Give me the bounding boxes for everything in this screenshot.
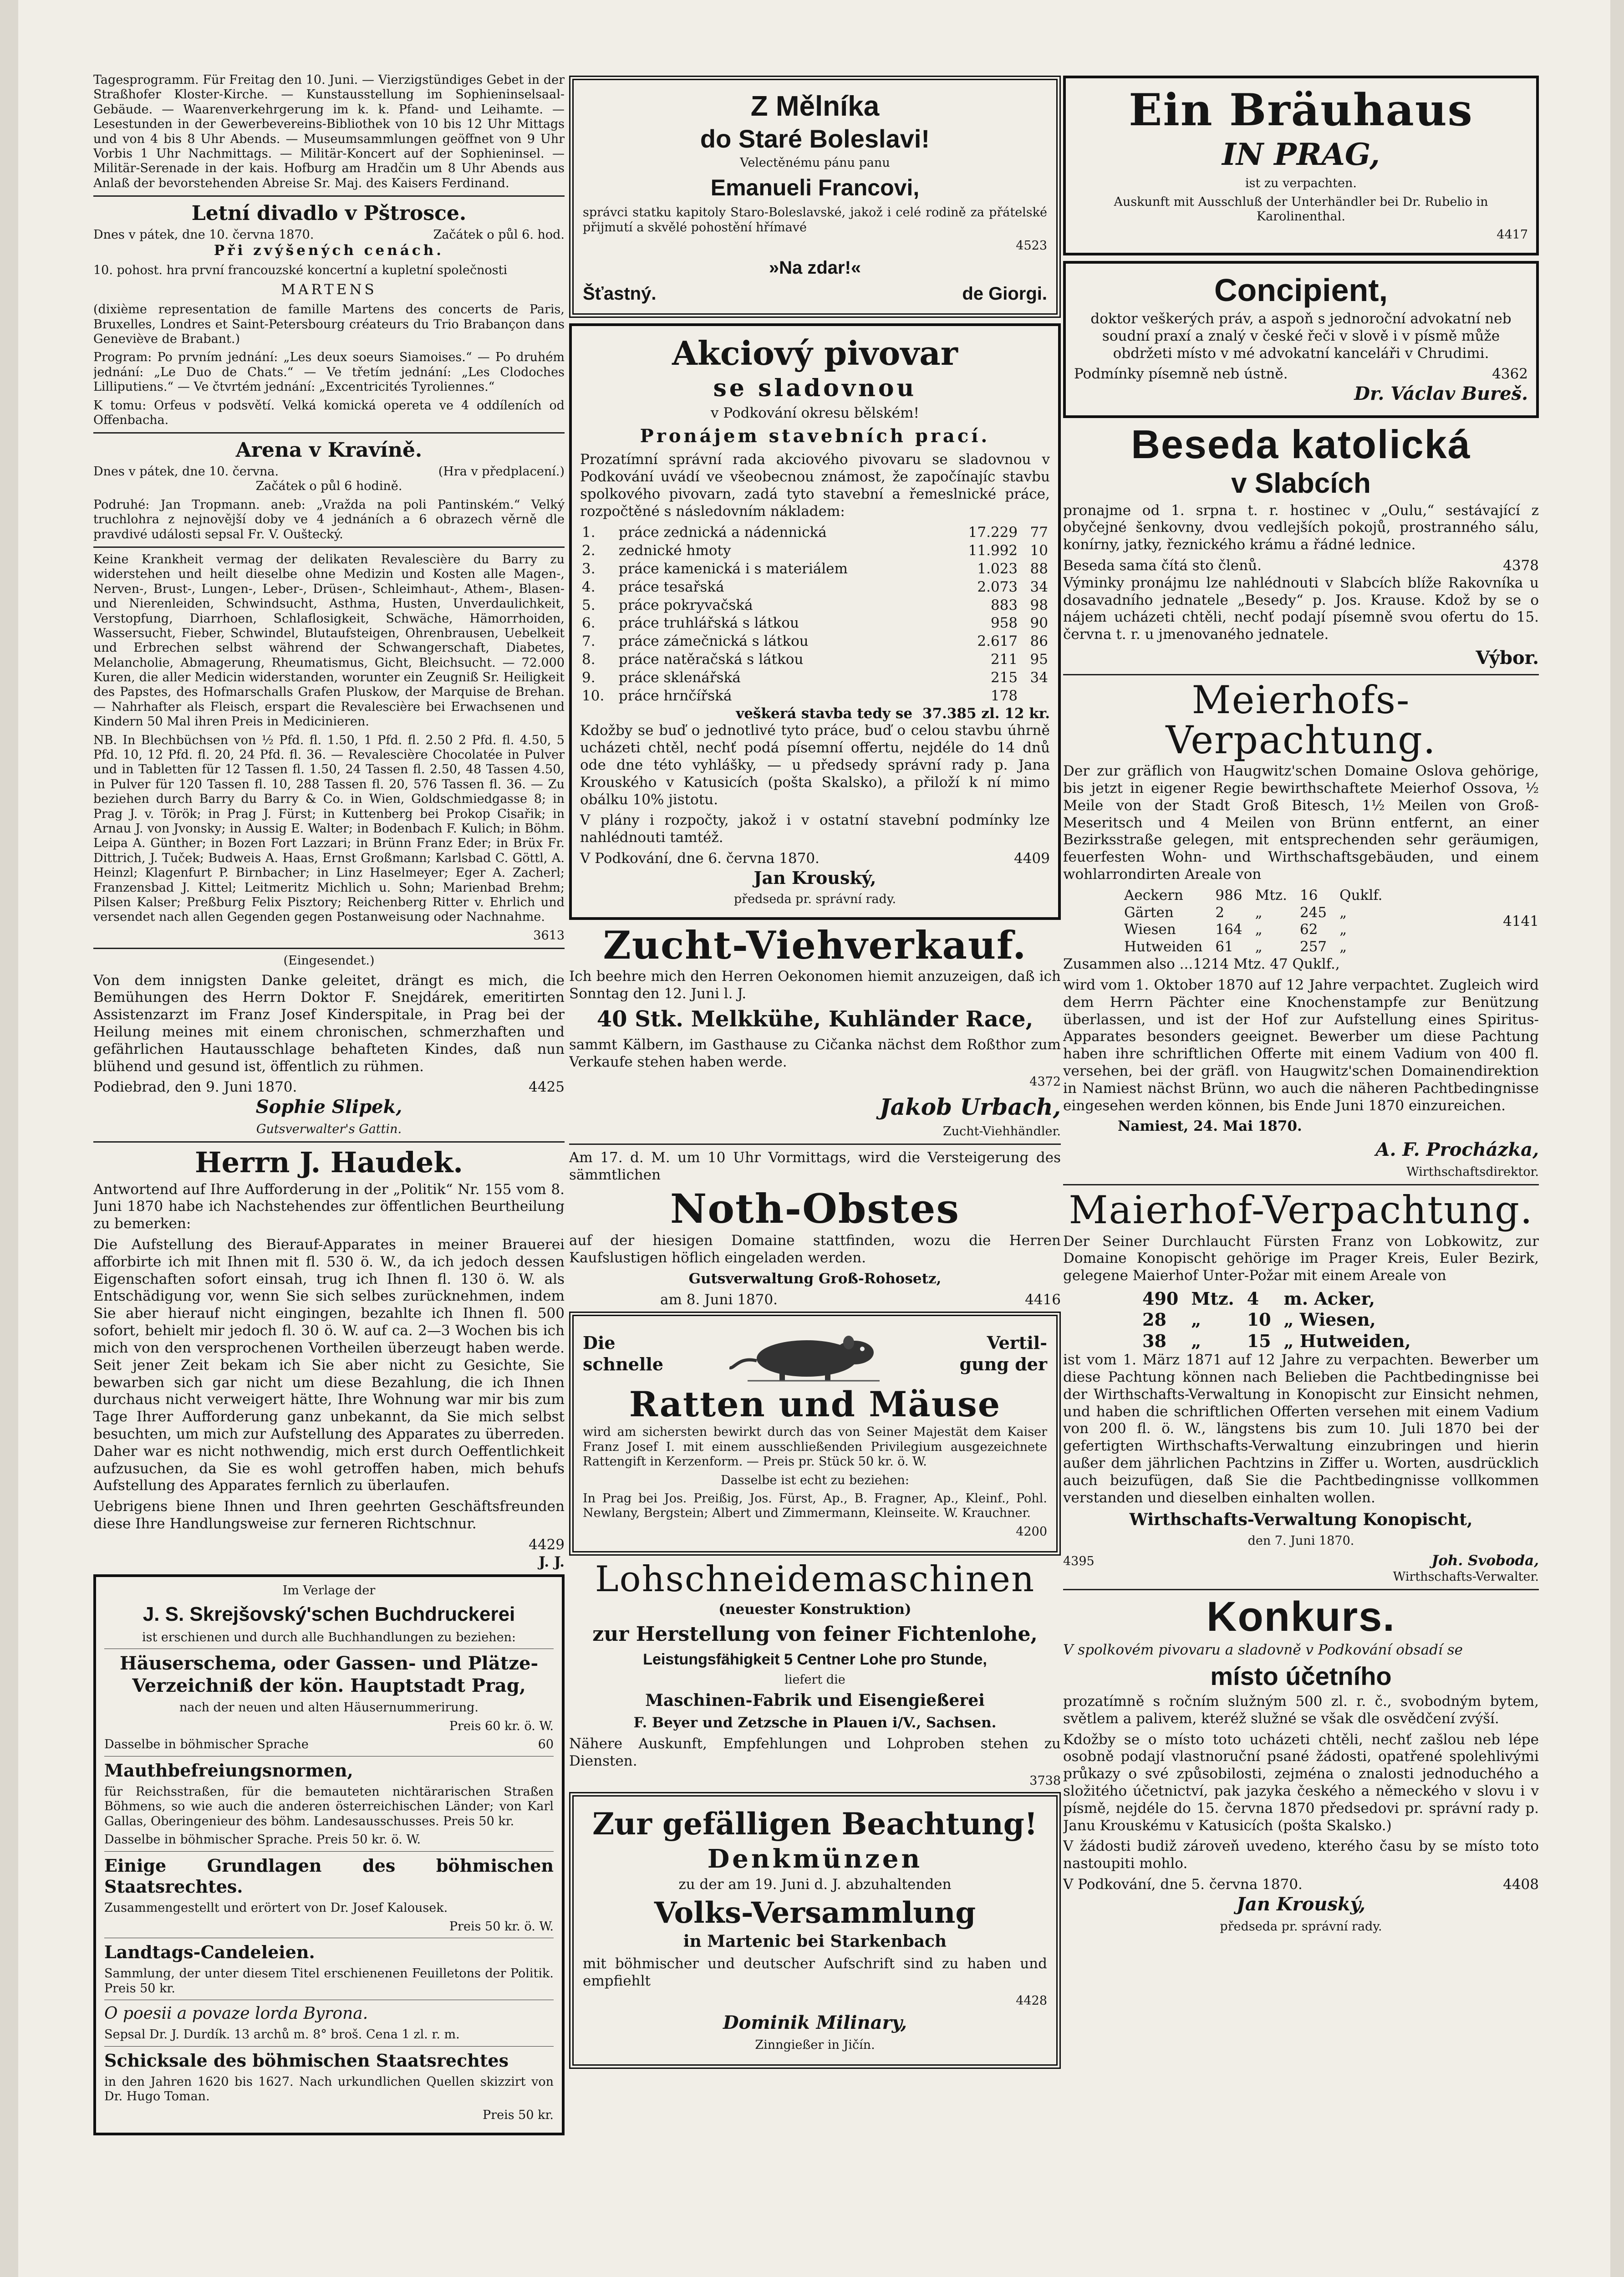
book1-price: Preis 60 kr. ö. W.: [449, 1719, 554, 1733]
melnik-name: Emanueli Francovi,: [710, 175, 920, 201]
work-number: 10.: [582, 687, 605, 704]
brauhaus-place: IN PRAG,: [1222, 136, 1380, 172]
divadlo-start: Začátek o půl 6. hod.: [433, 227, 565, 242]
revalesciere-nb: NB. In Blechbüchsen von ½ Pfd. fl. 1.50, 1 Pfd. fl. 2.50 2 Pfd. fl. 4.50, 5 Pfd. 10, 12 Pfd. fl. 20, 24 Pfd. fl. 36. — Revalescière Chocolatée in Pulver und in Tabletten für 12 Tassen fl. 1.50, 24 Tassen fl. 2.50, 48 Tassen 4.50, in Pulver für 120 Tassen fl. 10, 288 Tassen fl. 20, 576 Tassen fl. 36. — Zu beziehen durch Barry du Barry & Co. in Wien, Goldschmiedgasse 8; in Prag J. v. Török; in Prag J. Fürst; in Kuttenberg bei Prokop Cisařik; in Arnau J. von Jvonsky; in Aussig E. Walter; in Bodenbach F. Kulich; in Böhm. Leipa A. Günther; in Bozen Fort Lazzari; in Brünn Franz Eder; in Brüx Fr. Dittrich, J. Tuček; Budweis A. Haas, Ernst Großmann; Karlsbad C. Göttl, A. Heinzl; Klagenfurt P. Birnbacher; in Linz Haselmeyer; Eger A. Zacherl; Franzensbad J. Kittel; Leitmeritz Michlich u. Sohn; Marienbad Brehm; Pilsen Kalser; Preßburg Felix Pisztory; Reichenberg Ritter v. Ehrlich und versendet nach allen Gegenden gegen Postanweisung oder Nachnahme.: [93, 733, 565, 924]
beachtung-title: Zur gefälligen Beachtung!: [592, 1806, 1038, 1842]
divider: [1063, 1184, 1539, 1185]
table-row: [580, 669, 1050, 687]
land1-u1: Mtz.: [1255, 887, 1287, 904]
skrejsovsky-title: J. S. Skrejšovský'schen Buchdruckerei: [143, 1603, 515, 1625]
land1-row: [1063, 887, 1539, 956]
table-row: [1136, 1331, 1417, 1352]
work-label: práce sklenářská: [618, 669, 741, 686]
divadlo-date-row: [93, 228, 565, 242]
work-kr: [1019, 687, 1050, 705]
land1-u2: „: [1339, 904, 1347, 921]
concipient-text: doktor veškerých práv, a aspoň s jednoroční advokatní neb soudní praxí a znalý v české řeči v slově i v písmě může obdržeti místo v mé advokatní kanceláři v Chrudimi.: [1090, 310, 1512, 362]
book5-title: O poesii a povaze lorda Byrona.: [104, 2004, 368, 2023]
land2-a: 490: [1142, 1288, 1179, 1309]
divadlo-title: Letní divadlo v Pštrosce.: [191, 202, 467, 225]
land2-table: [1136, 1288, 1417, 1352]
land2-u1: Mtz.: [1191, 1288, 1234, 1309]
book6-text: in den Jahren 1620 bis 1627. Nach urkundlichen Quellen skizzirt von Dr. Hugo Toman.: [104, 2074, 554, 2104]
pivovar-ad: [569, 323, 1061, 920]
concipient-number: 4362: [1492, 366, 1528, 383]
work-label: práce zámečnická s látkou: [618, 633, 809, 650]
work-number: 2.: [582, 542, 596, 559]
meierhof2-title: Maierhof-Verpachtung.: [1069, 1188, 1533, 1233]
book2-cz: Dasselbe in böhmischer Sprache. Preis 50 kr. ö. W.: [104, 1833, 421, 1847]
work-fl: 2.073: [977, 578, 1018, 595]
land1-a: 164: [1215, 921, 1242, 938]
brauhaus-text: Auskunft mit Ausschluß der Unterhändler bei Dr. Rubelio in Karolinenthal.: [1114, 194, 1488, 224]
land1-b: 257: [1299, 939, 1327, 955]
book2-title: Mauthbefreiungsnormen,: [104, 1760, 353, 1781]
meierhof2-name: Joh. Svoboda,: [1431, 1552, 1539, 1569]
lohe-text-4: Nähere Auskunft, Empfehlungen und Lohproben stehen zu Diensten.: [569, 1736, 1061, 1769]
beachtung-big: Volks-Versammlung: [654, 1895, 976, 1930]
obst-date: am 8. Juni 1870.: [660, 1291, 778, 1308]
book1-cz: Dasselbe in böhmischer Sprache: [104, 1737, 309, 1752]
book4-text: Sammlung, der unter diesem Titel erschienenen Feuilletons der Politik. Preis 50 kr.: [104, 1966, 554, 1996]
pivovar-place: v Podkování okresu bělském!: [711, 404, 919, 421]
book1-sub: nach der neuen und alten Häusernummerirung.: [179, 1700, 479, 1715]
book1-cz-price: 60: [538, 1737, 554, 1752]
beseda-place: v Slabcích: [1231, 468, 1371, 500]
table-row: [580, 614, 1050, 633]
melnik-text: správci statku kapitoly Staro-Boleslavské, jakož i celé rodině za přátelské přijmutí a skvělé pohostění hřímavé: [583, 205, 1047, 235]
konkurs-date: V Podkování, dne 5. června 1870.: [1063, 1876, 1303, 1893]
work-kr: 95: [1030, 651, 1048, 668]
land1-a: 986: [1215, 887, 1242, 904]
obst-text-2: auf der hiesigen Domaine stattfinden, wozu die Herren Kaufslustigen höflich eingeladen werden.: [569, 1232, 1061, 1266]
pivovar-signature: Jan Krouský,: [753, 867, 876, 888]
ratten-buy: Dasselbe ist echt zu beziehen:: [721, 1473, 909, 1487]
work-kr: 98: [1030, 597, 1048, 613]
land1-label: Hutweiden: [1124, 939, 1203, 955]
divadlo-text: 10. pohost. hra první francouzské koncertní a kupletní společnosti: [93, 263, 508, 277]
work-number: 5.: [582, 597, 596, 613]
ratten-header-row: [583, 1324, 1047, 1384]
ratten-text: wird am sichersten bewirkt durch das von Seiner Majestät dem Kaiser Franz Josef I. mit einem ausschließenden Privilegium ausgezeichnete Rattengift in Kerzenform. — Preis pr. Stück 50 kr. ö. W.: [583, 1425, 1047, 1469]
work-label: práce pokryvačská: [618, 597, 753, 613]
meierhof2-role: Wirthschafts-Verwalter.: [1393, 1569, 1539, 1584]
work-number: 1.: [582, 524, 596, 541]
obst-signature: Gutsverwaltung Groß-Rohosetz,: [688, 1271, 942, 1287]
ratten-title: Ratten und Mäuse: [629, 1384, 1001, 1424]
land1-u1: „: [1255, 939, 1263, 955]
land1-b: 16: [1299, 887, 1318, 904]
melnik-title-1: Z Mělníka: [750, 91, 880, 122]
beseda-own-row: [1063, 557, 1539, 575]
ratten-where: In Prag bei Jos. Preißig, Jos. Fürst, Ap., B. Fragner, Ap., Kleinf., Pohl. Newlany, Bergstein; Albert und Zimmermann, Kleinseite. W. Krauchner.: [583, 1491, 1047, 1521]
table-row: [1136, 1288, 1417, 1309]
melnik-title-2: do Staré Boleslavi!: [700, 124, 930, 153]
table-row: [1118, 939, 1389, 956]
column-right: [1063, 73, 1539, 2277]
zucht-big: 40 Stk. Melkkühe, Kuhländer Race,: [596, 1006, 1033, 1032]
arena-text: Podruhé: Jan Tropmann. aneb: „Vražda na poli Pantinském.“ Velký truchlohra z nejnovější doby ve 4 jednáních a 6 obrazech věrně dle pravdivé události sepsal Fr. V. Ouštecký.: [93, 497, 565, 541]
book3-title: Einige Grundlagen des böhmischen Staatsrechtes.: [104, 1855, 554, 1897]
haudek-title: Herrn J. Haudek.: [195, 1146, 463, 1179]
beachtung-signature-role: Zinngießer in Jičín.: [755, 2037, 875, 2052]
divider: [569, 1144, 1061, 1145]
brauhaus-number: 4417: [1497, 228, 1528, 242]
melnik-sig-right: de Giorgi.: [962, 284, 1047, 304]
divadlo-end: K tomu: Orfeus v podsvětí. Velká komická opereta ve 4 oddíleních od Offenbacha.: [93, 398, 565, 427]
work-fl: 17.229: [968, 524, 1018, 541]
work-number: 3.: [582, 561, 596, 577]
meierhof2-text: Der Seiner Durchlaucht Fürsten Franz von Lobkowitz, zur Domaine Konopischt gehörige im Prager Kreis, Euler Bezirk, gelegene Maierhof Unter-Požar mit einem Areale von: [1063, 1233, 1539, 1284]
work-number: 6.: [582, 615, 596, 632]
meierhof2-signature: Wirthschafts-Verwaltung Konopischt,: [1129, 1510, 1473, 1530]
lohe-number: 3738: [1029, 1773, 1061, 1788]
zucht-number: 4372: [1029, 1074, 1061, 1089]
work-fl: 883: [990, 597, 1018, 613]
arena-start: Začátek o půl 6 hodině.: [255, 479, 402, 494]
dank-text: Von dem innigsten Danke geleitet, drängt es mich, die Bemühungen des Herrn Doktor F. Snejdárek, emeritirten Assistenzarzt im Franz Josef Kinderspitale, in Prag bei der Heilung meines mit einem chronischen, schmerzhaften und gefährlichen Hautausschlage behafteten Kindes, daß nun blühend und gesund ist, öffentlich zu rühmen.: [93, 972, 565, 1075]
haudek-text-1: Antwortend auf Ihre Aufforderung in der „Politik“ Nr. 155 vom 8. Juni 1870 habe ich Nachstehendes zur öffentlichen Beurtheilung zu bemerken:: [93, 1181, 565, 1232]
haudek-text-3: Uebrigens biene Ihnen und Ihren geehrten Geschäftsfreunden diese Ihre Handlungsweise zur ferneren Richtschnur.: [93, 1498, 565, 1532]
work-fl: 215: [990, 669, 1018, 686]
lohe-company-2: F. Beyer und Zetzsche in Plauen i/V., Sachsen.: [633, 1715, 997, 1731]
work-number: 8.: [582, 651, 596, 668]
pivovar-text: Prozatímní správní rada akciového pivovaru se sladovnou v Podkování uvádí ve všeobecnou známost, že započínajíc stavbu spolkového pivovarn, zadá tyto stavební a řemeslnické práce, rozpočtěné s následovním nákladem:: [580, 451, 1050, 520]
zucht-signature-role: Zucht-Viehhändler.: [943, 1124, 1061, 1138]
brauhaus-title: Ein Bräuhaus: [1129, 84, 1473, 136]
concipient-cond-row: [1074, 366, 1528, 383]
land1-number: 4141: [1503, 913, 1539, 929]
konkurs-text-2: Kdožby se o místo toto ucházeti chtěli, nechť zašlou neb lépe osobně podají vlastnoruční psané žádosti, opatřené spolehlivými průkazy o své způsobilosti, zejména o znalosti jednoduchého a složitého účetnictví, pak jazyka českého a německého v slovu i v písmě, nejdéle do 15. června 1870 předsedovi pr. správní rady p. Janu Krouskému v Katusicích (pošta Skalsko.): [1063, 1731, 1539, 1834]
tagesprogramm: Tagesprogramm. Für Freitag den 10. Juni. — Vierzigstündiges Gebet in der Straßhofer Kloster-Kirche. — Kunstausstellung im Sophieninselsaal-Gebäude. — Waarenverkehrgerung im k. k. Pfand- und Leihamte. — Lesestunden in der Gewerbevereins-Bibliothek von 10 bis 12 Uhr Mittags und von 4 bis 8 Uhr Abends. — Museumsammlungen geöffnet von 9 Uhr Vorbis 1 Uhr Nachmittags. — Militär-Koncert auf der Sophieninsel. — Militär-Serenade in der kais. Hofburg am Hradčin um 8 Uhr Abends aus Anlaß der bevorstehenden Abreise Sr. Maj. des Kaisers Ferdinand.: [93, 73, 565, 190]
land1-u1: „: [1255, 904, 1263, 921]
dank-signature-role: Gutsverwalter's Gattin.: [256, 1122, 402, 1136]
konkurs-text: prozatímně s ročním služným 500 zl. r. č., svobodným bytem, světlem a palivem, kteréž služné se však dle osvědčení zvýší.: [1063, 1693, 1539, 1727]
haudek-footer-row: [93, 1537, 565, 1554]
work-kr: 34: [1030, 578, 1048, 595]
konkurs-signature-role: předseda pr. správní rady.: [1220, 1919, 1382, 1934]
table-row: [580, 578, 1050, 597]
beseda-text: pronajme od 1. srpna t. r. hostinec v „Oulu,“ sestávající z obyčejné šenkovny, dvou vedlejších pokojů, prostranného sálu, konírny, jatky, řeznického krámu a řádné lednice.: [1063, 502, 1539, 553]
lohe-company: Maschinen-Fabrik und Eisengießerei: [645, 1691, 985, 1710]
work-label: zednické hmoty: [618, 542, 731, 559]
pivovar-cost-table: [580, 524, 1050, 705]
beachtung-number: 4428: [1016, 1993, 1047, 2008]
ratten-left-1: Die: [583, 1333, 616, 1353]
meierhof2-date: den 7. Juni 1870.: [1247, 1534, 1354, 1548]
pivovar-subtitle: se sladovnou: [713, 374, 917, 403]
meierhof1-signature-role: Wirthschaftsdirektor.: [1406, 1165, 1539, 1179]
lohe-text-3: liefert die: [784, 1673, 845, 1687]
konkurs-title: Konkurs.: [1207, 1593, 1395, 1640]
divider: [93, 432, 565, 434]
divider: [93, 948, 565, 949]
column-left: [93, 73, 565, 2277]
meierhof1-text: Der zur gräflich von Haugwitz'schen Domaine Oslova gehörige, bis jetzt in eigener Regie bewirthschaftete Meierhof Ossova, ½ Meile von der Stadt Groß Bitesch, 1½ Meilen von Groß-Meseritsch und 4 Meilen von Brünn entfernt, an einer Bezirksstraße gelegen, mit entsprechenden sehr geräumigen, feuerfesten Wohn- und Wirthschaftsgebäuden, und einem wohlarrondirten Areale von: [1063, 763, 1539, 883]
konkurs-date-row: [1063, 1876, 1539, 1894]
work-fl: 11.992: [968, 542, 1018, 559]
pivovar-text-3: V plány i rozpočty, jakož i v ostatní stavební podmínky lze nahlédnouti tamtéž.: [580, 812, 1050, 846]
meierhof1-total: Zusammen also ...1214 Mtz. 47 Quklf.,: [1063, 956, 1340, 973]
table-row: [580, 560, 1050, 578]
divider: [1063, 1589, 1539, 1590]
land2-a: 38: [1142, 1330, 1166, 1351]
ratten-number: 4200: [1016, 1524, 1047, 1539]
ratten-right-1: Vertil-: [987, 1333, 1047, 1353]
pivovar-total-value: 37.385 zl. 12 kr.: [922, 705, 1050, 722]
work-label: práce kamenická i s materiálem: [618, 561, 848, 577]
work-kr: 90: [1030, 615, 1048, 632]
pivovar-text-2: Kdožby se buď o jednotlivé tyto práce, buď o celou stavbu úhrně ucházeti chtěl, nechť podá písemní offertu, nejdéle do 14 dnů ode dne této vyhlášky, — u předsedy správní rady p. Jana Krouského v Katusicích (pošta Skalsko), a přiloží k ní mimo obálku 10% jistotu.: [580, 722, 1050, 808]
land2-b: 15: [1247, 1330, 1271, 1351]
dank-signature: Sophie Slipek,: [255, 1096, 402, 1118]
concipient-conditions: Podmínky písemně neb ústně.: [1074, 366, 1288, 383]
brauhaus-subtitle: ist zu verpachten.: [1245, 176, 1357, 191]
obst-number: 4416: [1025, 1291, 1061, 1308]
table-row: [1136, 1309, 1417, 1330]
book1-cz-row: [104, 1737, 554, 1752]
land2-u2: „ Hutweiden,: [1283, 1330, 1411, 1351]
revalesciere-text: Keine Krankheit vermag der delikaten Revalescière du Barry zu widerstehen und heilt dieselbe ohne Medizin und Kosten alle Magen-, Nerven-, Brust-, Lungen-, Leber-, Drüsen-, Schleimhaut-, Athem-, Blasen- und Nierenleiden, Schwindsucht, Asthma, Husten, Unverdaulichkeit, Verstopfung, Diarrhoen, Schlaflosigkeit, Schwäche, Hämorrhoiden, Wassersucht, Fieber, Schwindel, Blutaufsteigen, Ohrenbrausen, Uebelkeit und Erbrechen selbst während der Schwangerschaft, Diabetes, Melancholie, Abmagerung, Rheumatismus, Gicht, Bleichsucht. — 72.000 Kuren, die aller Medicin widerstanden, worunter ein Zeugniß Sr. Heiligkeit des Papstes, des Hofmarschalls Grafen Pluskow, der Marquise de Brehan. — Nahrhafter als Fleisch, erspart die Revalescière bei Erwachsenen und Kindern 50 Mal ihren Preis in Medicinieren.: [93, 552, 565, 729]
land1-label: Aeckern: [1124, 887, 1184, 904]
pivovar-date: V Podkování, dne 6. června 1870.: [580, 850, 820, 867]
pivovar-title: Akciový pivovar: [672, 333, 958, 373]
work-fl: 1.023: [977, 561, 1018, 577]
land2-a: 28: [1142, 1309, 1166, 1330]
divider: [104, 1851, 554, 1852]
land2-b: 4: [1247, 1288, 1259, 1309]
beseda-title: Beseda katolická: [1131, 421, 1471, 467]
arena-date-row: [93, 465, 565, 479]
table-row: [1118, 887, 1389, 904]
melnik-signatures: [583, 283, 1047, 305]
table-row: [580, 633, 1050, 651]
konkurs-signature: Jan Krouský,: [1236, 1893, 1366, 1915]
ratten-left-2: schnelle: [583, 1353, 664, 1374]
table-row: [580, 651, 1050, 669]
land2-b: 10: [1247, 1309, 1271, 1330]
meierhof1-text-2: wird vom 1. Oktober 1870 auf 12 Jahre verpachtet. Zugleich wird dem Herrn Pächter eine Knochenstampfe zur Benützung überlassen, und ist der Hof zur Aufstellung eines Spiritus-Apparates besonders geeignet. Bewerber um diese Pachtung haben ihre schriftlichen Offerte mit einem Vadium von 400 fl. versehen, bei der gräfl. von Haugwitz'schen Domainendirektion in Namiest nächst Brünn, wo auch die näheren Pachtbedingnisse eingesehen werden können, bis Ende Juni 1870 einzureichen.: [1063, 976, 1539, 1114]
table-row: [580, 524, 1050, 542]
land1-u2: „: [1339, 939, 1347, 955]
work-fl: 178: [990, 687, 1018, 704]
work-number: 4.: [582, 578, 596, 595]
book5-text: Sepsal Dr. J. Durdík. 13 archů m. 8° broš. Cena 1 zl. r. m.: [104, 2027, 460, 2042]
land2-u1: „: [1191, 1309, 1201, 1330]
divadlo-desc: (dixième representation de famille Martens des concerts de Paris, Bruxelles, Londres et Saint-Petersbourg créateurs du Trio Brabançon dans Geneviève de Brabant.): [93, 302, 565, 346]
land2-u1: „: [1191, 1330, 1201, 1351]
skrejsovsky-ad: [93, 1574, 565, 2135]
scan-edge-right: [1610, 0, 1624, 2277]
melnik-greeting: »Na zdar!«: [769, 258, 861, 278]
work-label: práce zednická a nádennická: [618, 524, 827, 541]
work-label: práce hrnčířská: [618, 687, 732, 704]
book4-title: Landtags-Candeleien.: [104, 1942, 315, 1963]
dank-footer-row: [93, 1079, 565, 1096]
divadlo-program: Program: Po prvním jednání: „Les deux soeurs Siamoises.“ — Po druhém jednání: „Le Duo de Chats.“ — Ve třetím jednání: „Les Clodoches Lilliputiens.“ — Ve čtvrtém jednání: „Excentricités Tyroliennes.“: [93, 350, 565, 394]
work-kr: 88: [1030, 561, 1048, 577]
land1-a: 2: [1215, 904, 1225, 921]
zucht-signature: Jakob Urbach,: [880, 1093, 1061, 1120]
table-row: [1118, 921, 1389, 939]
konkurs-intro: V spolkovém pivovaru a sladovně v Podkování obsadí se: [1063, 1641, 1463, 1658]
land1-u1: „: [1255, 921, 1263, 938]
divider: [104, 2046, 554, 2047]
skrejsovsky-verlag: Im Verlage der: [282, 1583, 376, 1598]
work-number: 7.: [582, 633, 596, 650]
column-middle: [569, 73, 1061, 2277]
scan-edge-left: [0, 0, 18, 2277]
book3-price: Preis 50 kr. ö. W.: [449, 1919, 554, 1934]
meierhof1-signature: A. F. Procházka,: [1375, 1139, 1539, 1161]
revalesciere-number: 3613: [533, 928, 565, 943]
zucht-text-2: sammt Kälbern, im Gasthause zu Cičanka nächst dem Roßthor zum Verkaufe stehen haben werde.: [569, 1036, 1061, 1070]
rat-illustration-icon: [729, 1324, 893, 1384]
book6-price: Preis 50 kr.: [483, 2108, 554, 2122]
book6-title: Schicksale des böhmischen Staatsrechtes: [104, 2050, 509, 2071]
beseda-own: Beseda sama čítá sto členů.: [1063, 557, 1262, 574]
table-row: [1118, 904, 1389, 922]
work-label: práce truhlářská s látkou: [618, 615, 799, 632]
pivovar-total-label: veškerá stavba tedy se: [736, 705, 913, 722]
beseda-number: 4378: [1503, 557, 1539, 574]
lohe-text-1: zur Herstellung von feiner Fichtenlohe,: [592, 1622, 1038, 1646]
book3-text: Zusammengestellt und erörtert von Dr. Josef Kalousek.: [104, 1901, 448, 1915]
work-fl: 958: [990, 615, 1018, 632]
divider: [93, 1141, 565, 1143]
work-label: práce tesařská: [618, 578, 724, 595]
arena-date: Dnes v pátek, dne 10. června.: [93, 465, 279, 479]
work-fl: 211: [990, 651, 1018, 668]
work-kr: 77: [1030, 524, 1048, 541]
divider: [93, 195, 565, 197]
pivovar-number: 4409: [1014, 850, 1050, 867]
pivovar-total-row: [580, 705, 1050, 723]
land1-table: [1118, 887, 1389, 956]
lohe-subtitle: (neuester Konstruktion): [718, 1601, 911, 1618]
beseda-text-2: Výminky pronájmu lze nahlédnouti v Slabcích blíže Rakovníka u dosavadního jednatele „Besedy“ p. Jos. Krause. Kdož by se o nájem ucházeti chtěli, nechť podají písemně svou ofertu do 15. června t. r. u jmenovaného jednatele.: [1063, 574, 1539, 643]
zucht-text-1: Ich beehre mich den Herren Oekonomen hiemit anzuzeigen, daß ich Sonntag den 12. Juni l. J.: [569, 968, 1061, 1002]
pivovar-header: Pronájem stavebních prací.: [640, 425, 990, 447]
divadlo-name: MARTENS: [281, 281, 377, 298]
beachtung-place: in Martenic bei Starkenbach: [683, 1932, 947, 1951]
book1-title: Häuserschema, oder Gassen- und Plätze-Verzeichniß der kön. Hauptstadt Prag,: [119, 1652, 539, 1696]
concipient-ad: [1063, 261, 1539, 418]
meierhof2-footer-row: [1063, 1552, 1539, 1570]
melnik-address: Velectěnému pánu panu: [740, 155, 890, 170]
land1-label: Wiesen: [1124, 921, 1176, 938]
arena-title: Arena v Kravíně.: [235, 439, 423, 462]
obst-text-1: Am 17. d. M. um 10 Uhr Vormittags, wird die Versteigerung des sämmtlichen: [569, 1149, 1061, 1184]
ratten-right-2: gung der: [959, 1353, 1047, 1374]
work-label: práce natěračská s látkou: [618, 651, 804, 668]
lohe-text-2: Leistungsfähigkeit 5 Centner Lohe pro Stunde,: [643, 1650, 987, 1668]
beachtung-text-1: zu der am 19. Juni d. J. abzuhaltenden: [678, 1876, 952, 1893]
haudek-signature: J. J.: [539, 1553, 565, 1570]
divadlo-prices: Při zvýšených cenách.: [214, 242, 444, 259]
haudek-number: 4429: [529, 1536, 565, 1553]
land2-u2: „ Wiesen,: [1283, 1309, 1376, 1330]
melnik-ad: [569, 76, 1061, 318]
land2-u2: m. Acker,: [1283, 1288, 1375, 1309]
meierhof1-date: Namiest, 24. Mai 1870.: [1118, 1118, 1302, 1135]
lohe-title: Lohschneidemaschinen: [595, 1559, 1035, 1600]
beachtung-text-2: mit böhmischer und deutscher Aufschrift sind zu haben und empfiehlt: [583, 1955, 1047, 1989]
beseda-signature: Výbor.: [1476, 647, 1539, 669]
land1-u2: „: [1339, 921, 1347, 938]
land1-b: 62: [1299, 921, 1318, 938]
work-kr: 86: [1030, 633, 1048, 650]
melnik-number: 4523: [1016, 238, 1047, 253]
table-row: [580, 597, 1050, 615]
divadlo-date: Dnes v pátek, dne 10. června 1870.: [93, 227, 314, 242]
melnik-sig-left: Šťastný.: [583, 284, 657, 304]
land1-u2: Quklf.: [1339, 887, 1383, 904]
concipient-title: Concipient,: [1214, 272, 1388, 308]
beachtung-subtitle: Denkmünzen: [707, 1843, 923, 1874]
work-kr: 34: [1030, 669, 1048, 686]
arena-note: (Hra v předplacení.): [438, 465, 565, 479]
work-kr: 10: [1030, 542, 1048, 559]
eingesendet-label: (Eingesendet.): [283, 954, 375, 968]
meierhof1-title: Meierhofs-Verpachtung.: [1166, 677, 1436, 762]
obst-date-row: [569, 1292, 1061, 1309]
haudek-text-2: Die Aufstellung des Bierauf-Apparates in meiner Brauerei afforbirte ich mit Ihnen mit fl. 530 ö. W., da ich jedoch dessen Eigenschaften sofort einsah, trug ich Ihnen fl. 130 ö. W. als Entschädigung vor, wenn Sie sich selbes zurücknehmen, indem Sie aber hierauf nicht eingingen, bezahlte ich Ihnen fl. 500 sofort, behielt mir jedoch fl. 30 ö. W. auf ca. 2—3 Wochen bis ich mich von den versprochenen Vortheilen überzeugt haben werde. Seit jener Zeit bekam ich Sie aber nicht zu Gesichte, Sie bewarben sich gar nicht um diese Bezahlung, die ich Ihnen durchaus nicht verweigert hätte, Ihre Wohnung war mir bis zum Tage Ihrer Aufforderung ganz unbekannt, da Sie mich selbst besuchten, um mich zur Aufstellung des Apparates zu überreden. Daher war es nicht nothwendig, mich erst durch Oeffentlichkeit aufzusuchen, da Sie es wohl getroffen haben, mich behufs Aufstellung des Apparates fernlich zu überlaufen.: [93, 1236, 565, 1494]
book2-text: für Reichsstraßen, für die bemauteten nichtärarischen Straßen Böhmens, so wie auch die anderen österreichischen Länder; von Karl Gallas, Oberingenieur des böhm. Landesausschusses. Preis 50 kr.: [104, 1785, 554, 1828]
land1-b: 245: [1299, 904, 1327, 921]
zucht-title: Zucht-Viehverkauf.: [603, 922, 1027, 968]
konkurs-text-3: V žádosti budiž zároveň uvedeno, kterého času by se místo toto nastoupiti mohlo.: [1063, 1838, 1539, 1872]
table-row: [580, 687, 1050, 705]
brauhaus-ad: [1063, 76, 1539, 255]
work-number: 9.: [582, 669, 596, 686]
divider: [93, 546, 565, 548]
dank-place: Podiebrad, den 9. Juni 1870.: [93, 1079, 297, 1096]
konkurs-place: místo účetního: [1210, 1662, 1392, 1691]
work-fl: 2.617: [977, 633, 1018, 650]
land1-label: Gärten: [1124, 904, 1174, 921]
meierhof2-text-2: ist vom 1. März 1871 auf 12 Jahre zu verpachten. Bewerber um diese Pachtung können nach Belieben die Pachtbedingnisse bei der Wirthschafts-Verwaltung in Konopischt zur Einsicht nehmen, und haben die schriftlichen Offerten versehen mit einem Vadium von 200 fl. ö. W., längstens bis zum 10. Juli 1870 bei der gefertigten Wirthschafts-Verwaltung einzubringen und hierin außer dem jährlichen Pachtzins in Ziffer u. Worten, ausdrücklich auch beizufügen, daß Sie die Pachtbedingnisse vollkommen verstanden und dieselben einhalten wollen.: [1063, 1352, 1539, 1506]
meierhof2-number: 4395: [1063, 1554, 1095, 1568]
pivovar-date-row: [580, 850, 1050, 868]
beachtung-signature: Dominik Milinary,: [723, 2012, 907, 2034]
obst-title: Noth-Obstes: [670, 1185, 960, 1232]
land1-a: 61: [1215, 939, 1233, 955]
skrejsovsky-sub: ist erschienen und durch alle Buchhandlungen zu beziehen:: [142, 1630, 516, 1644]
table-row: [580, 542, 1050, 560]
beachtung-ad: [569, 1792, 1061, 2069]
konkurs-number: 4408: [1503, 1876, 1539, 1893]
pivovar-signature-role: předseda pr. správní rady.: [733, 892, 896, 907]
ratten-ad: [569, 1312, 1061, 1556]
concipient-signature: Dr. Václav Bureš.: [1354, 383, 1528, 405]
divider: [1063, 674, 1539, 675]
dank-number: 4425: [529, 1079, 565, 1096]
